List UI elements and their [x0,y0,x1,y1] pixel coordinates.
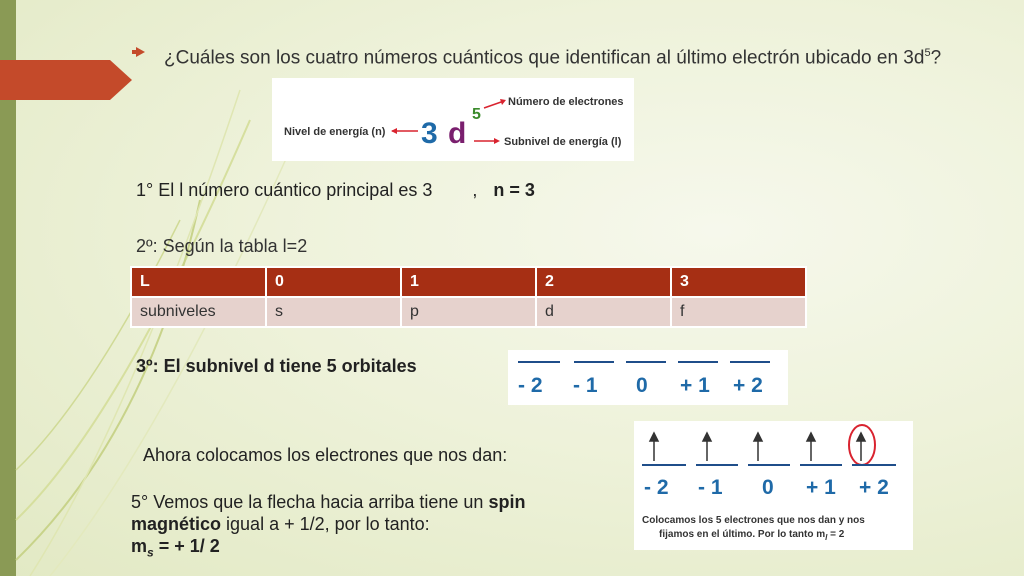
step3-text: 3º: El subnivel d tiene 5 orbitales [136,356,417,376]
ml-label: + 1 [680,374,710,397]
electron-exponent: 5 [472,106,481,123]
ml-label: + 1 [806,476,836,499]
highlight-circle [849,425,875,465]
ml-label: + 2 [733,374,763,397]
caption-line2: fijamos en el último. Por lo tanto $m_l = 2$ [659,529,845,542]
table-header-cell: 0 [266,267,401,297]
ml-label: - 2 [644,476,669,499]
table-cell: d [536,297,671,327]
title-accent-arrow [110,60,132,100]
electrons-diagram [634,421,913,550]
table-header-cell: 2 [536,267,671,297]
ml-label: - 1 [573,374,598,397]
ml-label: - 2 [518,374,543,397]
table-cell: f [671,297,806,327]
up-arrowhead [754,433,762,441]
arrow-top-line [484,101,504,108]
table-cell: p [401,297,536,327]
electrons-label: Número de electrones [508,96,624,108]
table-header-row [131,267,806,297]
up-arrowhead [703,433,711,441]
ml-label: + 2 [859,476,889,499]
step2-text: 2º: Según la tabla l=2 [136,236,308,256]
bullet-arrow-icon [136,47,145,57]
ml-label: - 1 [698,476,723,499]
up-arrowhead [807,433,815,441]
table-cell: subniveles [131,297,266,327]
up-arrowhead [857,433,865,441]
table-header-cell: 1 [401,267,536,297]
table-header-cell: 3 [671,267,806,297]
subshell-letter: d [448,117,467,150]
table-cell: s [266,297,401,327]
ml-label: 0 [762,476,774,499]
up-arrowhead [650,433,658,441]
subshell-table [130,266,807,328]
table-header-cell: L [131,267,266,297]
caption-line1: Colocamos los 5 electrones que nos dan y nos [642,515,865,526]
ml-label: 0 [636,374,648,397]
notation-diagram [272,78,634,161]
step4-text: Ahora colocamos los electrones que nos dan: [143,445,508,465]
principal-number: 3 [421,117,438,150]
question-text: ¿Cuáles son los cuatro números cuánticos que identifican al último electrón ubicado en $3d^5$? [164,47,942,69]
step1-text: 1° El l número cuántico principal es 3 , n = 3 [136,180,535,200]
arrow-left-head [391,128,397,134]
table-row [131,297,806,327]
arrow-bottom-head [494,138,500,144]
subshell-label: Subnivel de energía (l) [504,136,622,148]
title-accent-band [0,60,110,100]
step5-text: 5° Vemos que la flecha hacia arriba tiene un spin magnético igual a + 1/2, por lo tanto: $m_s$ = + 1/ 2 [131,491,571,564]
energy-level-label: Nivel de energía (n) [284,126,386,138]
orbitals-diagram [508,350,788,405]
ms-value: $m_s$ = + 1/ 2 [131,536,220,560]
